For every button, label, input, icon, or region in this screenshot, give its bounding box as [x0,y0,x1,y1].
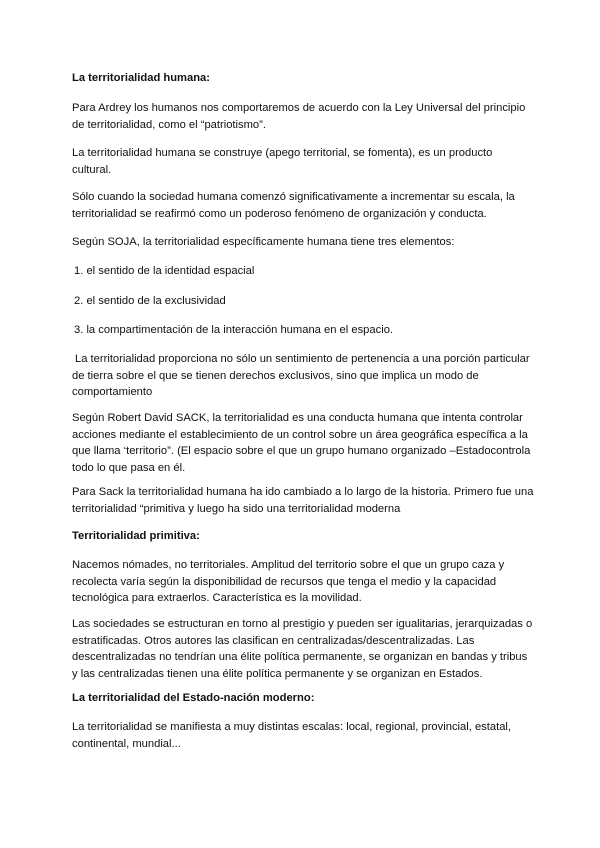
paragraph-sociedad-escala: Sólo cuando la sociedad humana comenzó significativamente a incrementar su escala, la territorialidad se reafirmó como un poderoso fenómeno de organización y conducta. [72,191,515,220]
paragraph-sociedades: Las sociedades se estructuran en torno al prestigio y pueden ser igualitarias, jerarquizadas o estratificadas. Otros autores las clasifican en centralizadas/descentralizadas. Las descentralizadas no tendrían una élite política permanente, se organizan en bandas y tribus y las centralizadas tienen una élite política permanente y se organizan en Estados. [72,618,533,680]
paragraph-proporciona: La territorialidad proporciona no sólo un sentimiento de pertenencia a una porción particular de tierra sobre el que se tienen derechos exclusivos, sino que implica un modo de comportamiento [72,353,530,398]
list-item-exclusividad: 2. el sentido de la exclusividad [74,295,226,307]
paragraph-sack-historia: Para Sack la territorialidad humana ha ido cambiado a lo largo de la historia. Primero fue una territorialidad “primitiva y luego ha sido una territorialidad moderna [72,486,534,515]
paragraph-nomades: Nacemos nómades, no territoriales. Amplitud del territorio sobre el que un grupo caza y recolecta varía según la disponibilidad de recursos que tenga el medio y la capacidad tecnológica para extraerlos. Característica es la movilidad. [72,559,505,604]
heading-territorialidad-humana: La territorialidad humana: [72,72,211,84]
paragraph-construye: La territorialidad humana se construye (apego territorial, se fomenta), es un producto cultural. [72,147,493,176]
document-page [72,0,534,848]
paragraph-escalas: La territorialidad se manifiesta a muy distintas escalas: local, regional, provincial, estatal, continental, mundial... [72,721,512,750]
list-item-compartimentacion: 3. la compartimentación de la interacción humana en el espacio. [74,324,394,336]
paragraph-soja: Según SOJA, la territorialidad específicamente humana tiene tres elementos: [72,236,455,248]
heading-territorialidad-primitiva: Territorialidad primitiva: [72,530,200,542]
paragraph-ardrey: Para Ardrey los humanos nos comportaremos de acuerdo con la Ley Universal del principio de territorialidad, como el “patriotismo”. [72,102,526,131]
paragraph-sack: Según Robert David SACK, la territorialidad es una conducta humana que intenta controlar acciones mediante el establecimiento de un control sobre un área geográfica específica a la que llama ‘territorio”. (El espacio sobre el que un grupo humano organizado –Estadocontrola todo lo que pasa en él. [72,412,531,474]
list-item-identidad: 1. el sentido de la identidad espacial [74,265,255,277]
heading-estado-nacion: La territorialidad del Estado-nación moderno: [72,692,315,704]
